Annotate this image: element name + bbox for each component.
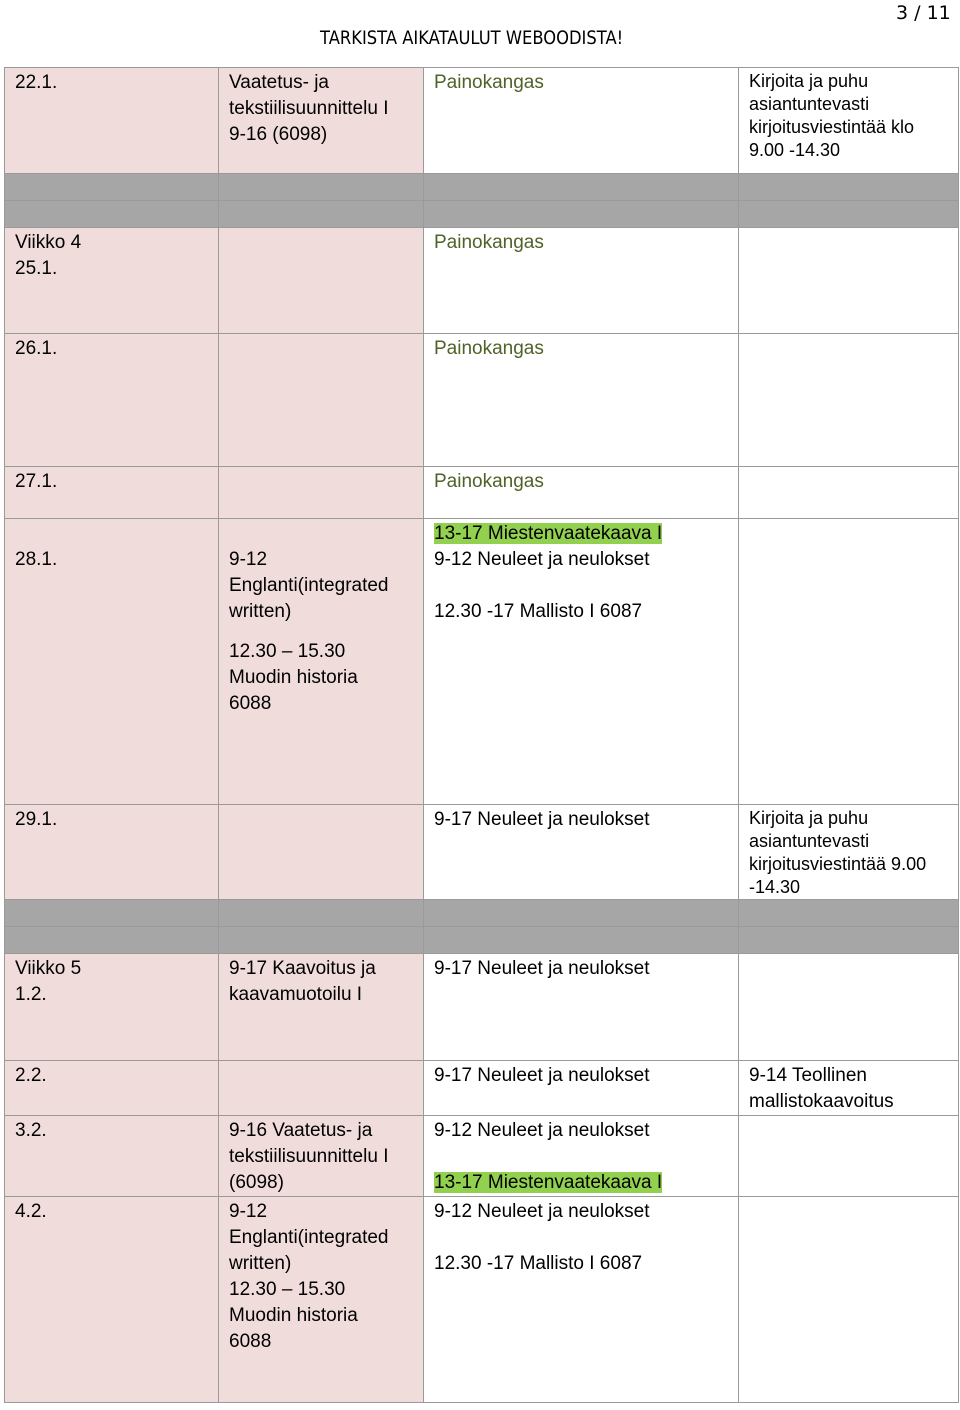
divider-row — [5, 900, 959, 927]
table-row — [5, 228, 959, 334]
date-cell: 28.1. — [15, 549, 58, 570]
date-cell: 3.2. — [15, 1120, 47, 1141]
table-row — [5, 1197, 959, 1403]
note-cell: Kirjoita ja puhu asiantuntevasti kirjoitusviestintää klo 9.00 -14.30 — [749, 71, 915, 160]
lesson-cell: 9-12 Neuleet ja neulokset — [434, 1120, 650, 1141]
schedule-table — [4, 67, 959, 1403]
date-cell: Viikko 5 1.2. — [15, 958, 82, 1005]
table-row — [5, 1061, 959, 1116]
course-cell: 12.30 – 15.30 Muodin historia 6088 — [229, 641, 358, 714]
date-cell: Viikko 4 25.1. — [15, 232, 82, 279]
note-cell: Kirjoita ja puhu asiantuntevasti kirjoitusviestintää 9.00 -14.30 — [749, 808, 927, 897]
course-cell: 9-17 Kaavoitus ja kaavamuotoilu I — [229, 958, 376, 1005]
highlighted-lesson: 13-17 Miestenvaatekaava I — [434, 1172, 663, 1193]
table-row — [5, 954, 959, 1061]
divider-row — [5, 927, 959, 954]
date-cell: 22.1. — [15, 72, 58, 93]
table-row — [5, 805, 959, 900]
divider-row — [5, 201, 959, 228]
table-row — [5, 467, 959, 519]
course-cell: 9-16 Vaatetus- ja tekstiilisuunnittelu I (6098) — [229, 1120, 389, 1193]
lesson-cell: Painokangas — [434, 72, 544, 93]
schedule-check-notice: TARKISTA AIKATAULUT WEBOODISTA! — [320, 27, 624, 49]
course-cell: 9-12 Englanti(integrated written) — [229, 549, 389, 622]
table-row — [5, 1116, 959, 1197]
date-cell: 29.1. — [15, 809, 58, 830]
lesson-cell: 12.30 -17 Mallisto I 6087 — [434, 1253, 643, 1274]
table-row — [5, 519, 959, 805]
divider-row — [5, 174, 959, 201]
date-cell: 4.2. — [15, 1201, 47, 1222]
highlighted-lesson: 13-17 Miestenvaatekaava I — [434, 523, 663, 544]
lesson-cell: 9-17 Neuleet ja neulokset — [434, 809, 650, 830]
table-row — [5, 68, 959, 174]
course-cell: Vaatetus- ja tekstiilisuunnittelu I 9-16 (6098) — [229, 72, 389, 145]
lesson-cell: Painokangas — [434, 338, 544, 359]
lesson-cell: 9-12 Neuleet ja neulokset — [434, 549, 650, 570]
lesson-cell: 9-17 Neuleet ja neulokset — [434, 958, 650, 979]
date-cell: 27.1. — [15, 471, 58, 492]
date-cell: 2.2. — [15, 1065, 47, 1086]
lesson-cell: Painokangas — [434, 471, 544, 492]
table-row — [5, 334, 959, 467]
page-number: 3 / 11 — [896, 2, 951, 24]
lesson-cell: Painokangas — [434, 232, 544, 253]
lesson-cell: 9-12 Neuleet ja neulokset — [434, 1201, 650, 1222]
course-cell: 9-12 Englanti(integrated written) 12.30 – 15.30 Muodin historia 6088 — [229, 1201, 389, 1352]
lesson-cell: 12.30 -17 Mallisto I 6087 — [434, 601, 643, 622]
note-cell: 9-14 Teollinen mallistokaavoitus — [749, 1065, 894, 1112]
lesson-cell: 9-17 Neuleet ja neulokset — [434, 1065, 650, 1086]
date-cell: 26.1. — [15, 338, 58, 359]
